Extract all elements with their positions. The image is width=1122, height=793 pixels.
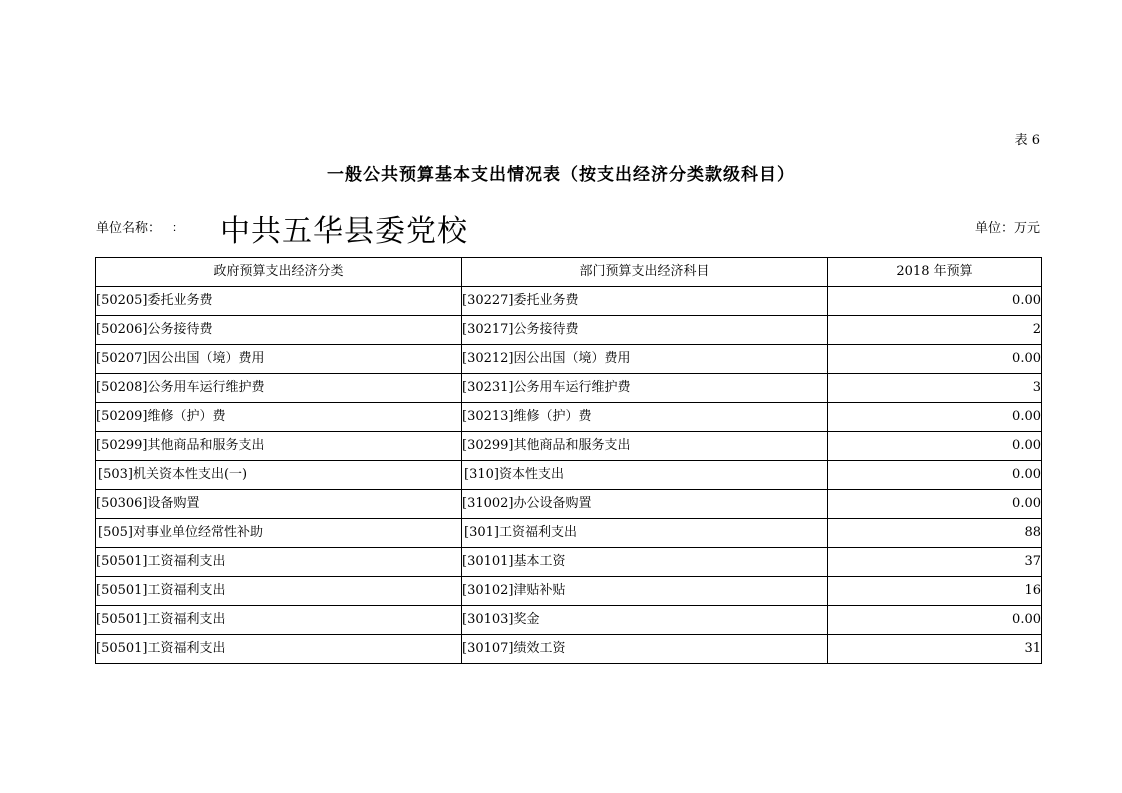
gov-classification-cell: [50205]委托业务费 [96, 287, 462, 316]
gov-classification-cell: [50501]工资福利支出 [96, 577, 462, 606]
header-budget-amount: 2018 年预算 [828, 258, 1042, 287]
budget-table [95, 257, 1042, 664]
table-header-row [96, 258, 1042, 287]
table-row [96, 403, 1042, 432]
table-row [96, 548, 1042, 577]
table-row [96, 287, 1042, 316]
dept-subject-cell: [30227]委托业务费 [462, 287, 828, 316]
table-row [96, 606, 1042, 635]
budget-amount-cell: 0.00 [828, 432, 1042, 461]
budget-amount-cell: 88 [828, 519, 1042, 548]
page-title: 一般公共预算基本支出情况表（按支出经济分类款级科目） [327, 165, 795, 185]
budget-amount-cell: 31 [828, 635, 1042, 664]
gov-classification-cell: [50501]工资福利支出 [96, 548, 462, 577]
unit-name-colon: ： [172, 221, 183, 234]
table-row [96, 432, 1042, 461]
gov-classification-cell: [50501]工资福利支出 [96, 606, 462, 635]
budget-amount-cell: 0.00 [828, 403, 1042, 432]
budget-amount-cell: 0.00 [828, 490, 1042, 519]
budget-amount-cell: 0.00 [828, 345, 1042, 374]
table-row [96, 461, 1042, 490]
gov-classification-cell: [505]对事业单位经常性补助 [96, 519, 462, 548]
dept-subject-cell: [31002]办公设备购置 [462, 490, 828, 519]
budget-amount-cell: 3 [828, 374, 1042, 403]
table-row [96, 345, 1042, 374]
gov-classification-cell: [50306]设备购置 [96, 490, 462, 519]
gov-classification-cell: [50209]维修（护）费 [96, 403, 462, 432]
header-dept-subject: 部门预算支出经济科目 [462, 258, 828, 287]
unit-name-label: 单位名称： [96, 221, 162, 236]
gov-classification-cell: [50299]其他商品和服务支出 [96, 432, 462, 461]
gov-classification-cell: [50207]因公出国（境）费用 [96, 345, 462, 374]
budget-amount-cell: 0.00 [828, 287, 1042, 316]
dept-subject-cell: [30101]基本工资 [462, 548, 828, 577]
table-row [96, 577, 1042, 606]
currency-unit: 单位：万元 [974, 221, 1040, 236]
gov-classification-cell: [50206]公务接待费 [96, 316, 462, 345]
table-row [96, 519, 1042, 548]
dept-subject-cell: [301]工资福利支出 [462, 519, 828, 548]
dept-subject-cell: [310]资本性支出 [462, 461, 828, 490]
gov-classification-cell: [503]机关资本性支出(一) [96, 461, 462, 490]
organization-name: 中共五华县委党校 [220, 214, 468, 249]
dept-subject-cell: [30299]其他商品和服务支出 [462, 432, 828, 461]
table-row [96, 316, 1042, 345]
budget-amount-cell: 0.00 [828, 606, 1042, 635]
dept-subject-cell: [30213]维修（护）费 [462, 403, 828, 432]
gov-classification-cell: [50208]公务用车运行维护费 [96, 374, 462, 403]
table-row [96, 490, 1042, 519]
budget-amount-cell: 37 [828, 548, 1042, 577]
table-row [96, 635, 1042, 664]
dept-subject-cell: [30217]公务接待费 [462, 316, 828, 345]
table-row [96, 374, 1042, 403]
dept-subject-cell: [30212]因公出国（境）费用 [462, 345, 828, 374]
dept-subject-cell: [30103]奖金 [462, 606, 828, 635]
dept-subject-cell: [30231]公务用车运行维护费 [462, 374, 828, 403]
dept-subject-cell: [30102]津贴补贴 [462, 577, 828, 606]
budget-amount-cell: 2 [828, 316, 1042, 345]
table-body [96, 287, 1042, 664]
gov-classification-cell: [50501]工资福利支出 [96, 635, 462, 664]
table-number: 表 6 [1014, 133, 1040, 148]
dept-subject-cell: [30107]绩效工资 [462, 635, 828, 664]
header-gov-classification: 政府预算支出经济分类 [96, 258, 462, 287]
budget-amount-cell: 16 [828, 577, 1042, 606]
budget-amount-cell: 0.00 [828, 461, 1042, 490]
